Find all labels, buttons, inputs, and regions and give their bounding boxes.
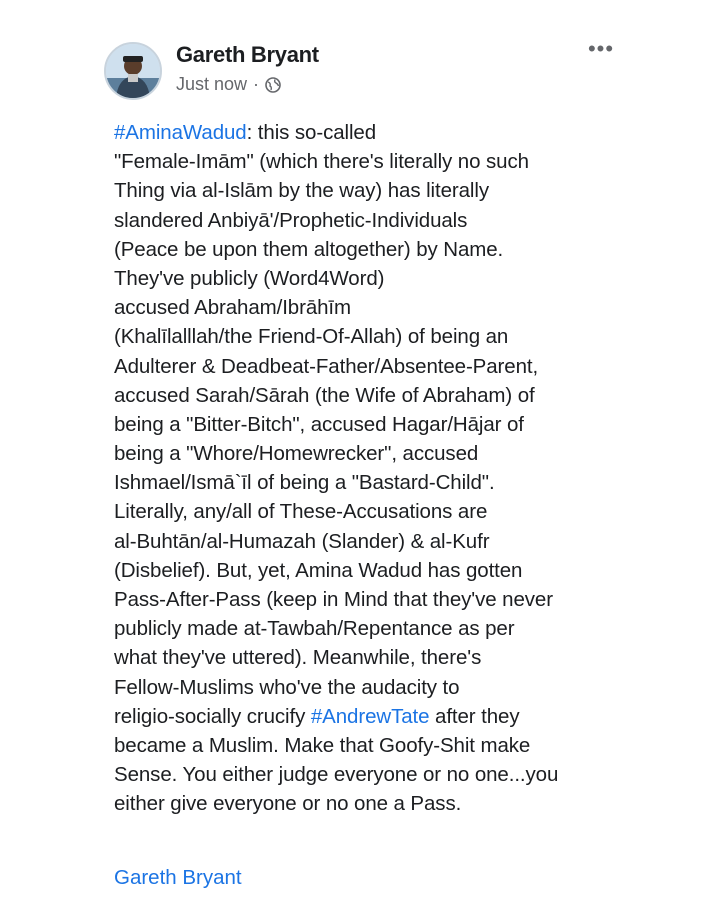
post-meta xyxy=(176,74,281,95)
author-name[interactable]: Gareth Bryant xyxy=(176,42,319,67)
post-line: accused Abraham/Ibrāhīm xyxy=(114,296,351,320)
post-line: Fellow-Muslims who've the audacity to xyxy=(114,675,460,699)
post-line: became a Muslim. Make that Goofy-Shit make xyxy=(114,733,531,757)
more-options-icon[interactable]: ••• xyxy=(587,36,615,61)
post-line: (Khalīlalllah/the Friend-Of-Allah) of being an xyxy=(114,325,509,349)
post-line: (Disbelief). But, yet, Amina Wadud has gotten xyxy=(114,558,523,582)
post-line: Sense. You either judge everyone or no one...you xyxy=(114,763,559,787)
post-line: Ishmael/Ismā`īl of being a "Bastard-Child". xyxy=(114,471,495,495)
hashtag-link[interactable]: #AminaWadud xyxy=(114,121,247,144)
post-line: being a "Bitter-Bitch", accused Hagar/Hājar of xyxy=(114,412,524,436)
post-line: Pass-After-Pass (keep in Mind that they've never xyxy=(114,588,553,611)
signature-link[interactable]: Gareth Bryant xyxy=(114,866,242,889)
post-line: either give everyone or no one a Pass. xyxy=(114,792,462,816)
post-line: al-Buhtān/al-Humazah (Slander) & al-Kufr xyxy=(114,529,490,553)
post-line: (Peace be upon them altogether) by Name. xyxy=(114,237,504,261)
post-line: Adulterer & Deadbeat-Father/Absentee-Parent, xyxy=(114,354,539,378)
post-line: Thing via al-Islām by the way) has literally xyxy=(114,179,489,203)
post-line: #AminaWadud: this so-called xyxy=(114,121,377,144)
post-line: accused Sarah/Sārah (the Wife of Abraham) of xyxy=(114,383,535,407)
post-line: They've publicly (Word4Word) xyxy=(114,266,385,290)
hashtag-link[interactable]: #AndrewTate xyxy=(310,704,430,728)
globe-icon[interactable] xyxy=(265,77,281,93)
post-line: Literally, any/all of These-Accusations are xyxy=(114,500,488,524)
post-line: religio-socially crucify #AndrewTate after they xyxy=(114,704,520,728)
post-line: "Female-Imām" (which there's literally no such xyxy=(114,150,529,174)
timestamp[interactable]: Just now xyxy=(176,74,248,94)
profile-photo-icon xyxy=(106,44,160,98)
post-line: what they've uttered). Meanwhile, there's xyxy=(114,646,482,670)
post-line: being a "Whore/Homewrecker", accused xyxy=(114,442,479,466)
post-line: slandered Anbiyā'/Prophetic-Individuals xyxy=(114,208,468,232)
avatar[interactable] xyxy=(104,42,162,100)
meta-separator: · xyxy=(253,74,260,94)
post-body xyxy=(114,118,614,819)
post-line: publicly made at-Tawbah/Repentance as per xyxy=(114,617,515,641)
